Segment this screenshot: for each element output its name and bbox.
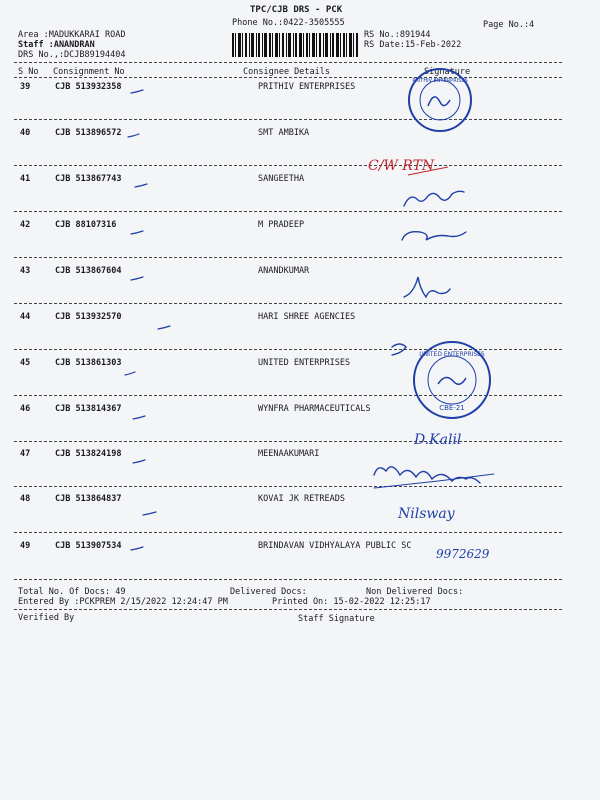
row-consignment: CJB 513864837 bbox=[55, 494, 122, 504]
tick-mark bbox=[131, 231, 143, 234]
row-sno: 48 bbox=[20, 494, 31, 504]
row-sno: 42 bbox=[20, 220, 31, 230]
rs-date: RS Date:15-Feb-2022 bbox=[364, 40, 462, 50]
row-consignment: CJB 513932570 bbox=[55, 312, 122, 322]
row-sno: 46 bbox=[20, 404, 31, 414]
stamp1-label: PRITHIV ENTERPRISES bbox=[412, 78, 468, 84]
tick-mark bbox=[135, 184, 147, 187]
row-consignment: CJB 88107316 bbox=[55, 220, 117, 230]
tick-mark bbox=[133, 460, 145, 463]
phone-number: Phone No.:0422-3505555 bbox=[232, 18, 345, 28]
signature bbox=[392, 344, 406, 355]
row-sno: 45 bbox=[20, 358, 31, 368]
tick-mark bbox=[128, 134, 139, 137]
row-consignment: CJB 513861303 bbox=[55, 358, 122, 368]
handwritten-name-row47: D.Kalil bbox=[414, 432, 462, 448]
row-consignment: CJB 513896572 bbox=[55, 128, 122, 138]
staff-label: Staff :ANANDRAN bbox=[18, 40, 95, 50]
row-consignee: PRITHIV ENTERPRISES bbox=[258, 82, 356, 92]
column-header-consignment: Consignment No bbox=[53, 67, 125, 77]
row-consignee: MEENAAKUMARI bbox=[258, 449, 320, 459]
tick-mark bbox=[143, 512, 156, 515]
row-consignee: M PRADEEP bbox=[258, 220, 305, 230]
non-delivered-docs: Non Delivered Docs: bbox=[366, 587, 464, 597]
row-consignee: UNITED ENTERPRISES bbox=[258, 358, 351, 368]
tick-mark bbox=[131, 547, 143, 550]
row-consignment: CJB 513824198 bbox=[55, 449, 122, 459]
signature bbox=[374, 474, 494, 488]
row-consignee: WYNFRA PHARMACEUTICALS bbox=[258, 404, 371, 414]
rs-number: RS No.:891944 bbox=[364, 30, 431, 40]
printed-on: Printed On: 15-02-2022 12:25:17 bbox=[272, 597, 431, 607]
tick-mark bbox=[133, 416, 145, 419]
page-number: Page No.:4 bbox=[483, 20, 535, 30]
entered-by: Entered By :PCKPREM 2/15/2022 12:24:47 PM bbox=[18, 597, 228, 607]
row-sno: 49 bbox=[20, 541, 31, 551]
total-docs: Total No. Of Docs: 49 bbox=[18, 587, 126, 597]
signature bbox=[404, 191, 464, 206]
row-sno: 41 bbox=[20, 174, 31, 184]
row-consignment: CJB 513814367 bbox=[55, 404, 122, 414]
drs-number: DRS No.,:DCJB89194404 bbox=[18, 50, 126, 60]
row-sno: 40 bbox=[20, 128, 31, 138]
delivered-docs: Delivered Docs: bbox=[230, 587, 307, 597]
row-consignment: CJB 513867604 bbox=[55, 266, 122, 276]
row-sno: 43 bbox=[20, 266, 31, 276]
tick-mark bbox=[125, 372, 135, 375]
column-header-signature: Signature bbox=[424, 67, 471, 77]
row-sno: 39 bbox=[20, 82, 31, 92]
row-consignee: HARI SHREE AGENCIES bbox=[258, 312, 356, 322]
verified-by: Verified By bbox=[18, 613, 75, 623]
document-title: TPC/CJB DRS - PCK bbox=[250, 5, 343, 15]
row-consignee: BRINDAVAN VIDHYALAYA PUBLIC SC bbox=[258, 541, 412, 551]
handwritten-phone-row49: 9972629 bbox=[436, 547, 490, 561]
row-consignment: CJB 513932358 bbox=[55, 82, 122, 92]
signature bbox=[404, 277, 450, 297]
stamp2-label: UNITED ENTERPRISES bbox=[419, 351, 485, 358]
stamp2-city: CBE-21 bbox=[439, 404, 465, 412]
row-sno: 47 bbox=[20, 449, 31, 459]
signature bbox=[374, 467, 480, 483]
row-consignment: CJB 513907534 bbox=[55, 541, 122, 551]
tick-mark bbox=[131, 90, 143, 93]
c-w-rtn-note: C/W RTN bbox=[368, 158, 435, 174]
tick-mark bbox=[158, 326, 170, 329]
signature bbox=[402, 232, 466, 240]
row-consignee: KOVAI JK RETREADS bbox=[258, 494, 345, 504]
staff-signature-label: Staff Signature bbox=[298, 614, 375, 624]
row-consignee: SMT AMBIKA bbox=[258, 128, 310, 138]
column-header-sno: S No bbox=[18, 67, 39, 77]
area-label: Area :MADUKKARAI ROAD bbox=[18, 30, 126, 40]
row-consignee: SANGEETHA bbox=[258, 174, 305, 184]
row-consignee: ANANDKUMAR bbox=[258, 266, 310, 276]
tick-mark bbox=[131, 277, 143, 280]
row-consignment: CJB 513867743 bbox=[55, 174, 122, 184]
column-header-consignee: Consignee Details bbox=[243, 67, 330, 77]
row-sno: 44 bbox=[20, 312, 31, 322]
handwritten-name-row48: Nilsway bbox=[398, 506, 455, 522]
